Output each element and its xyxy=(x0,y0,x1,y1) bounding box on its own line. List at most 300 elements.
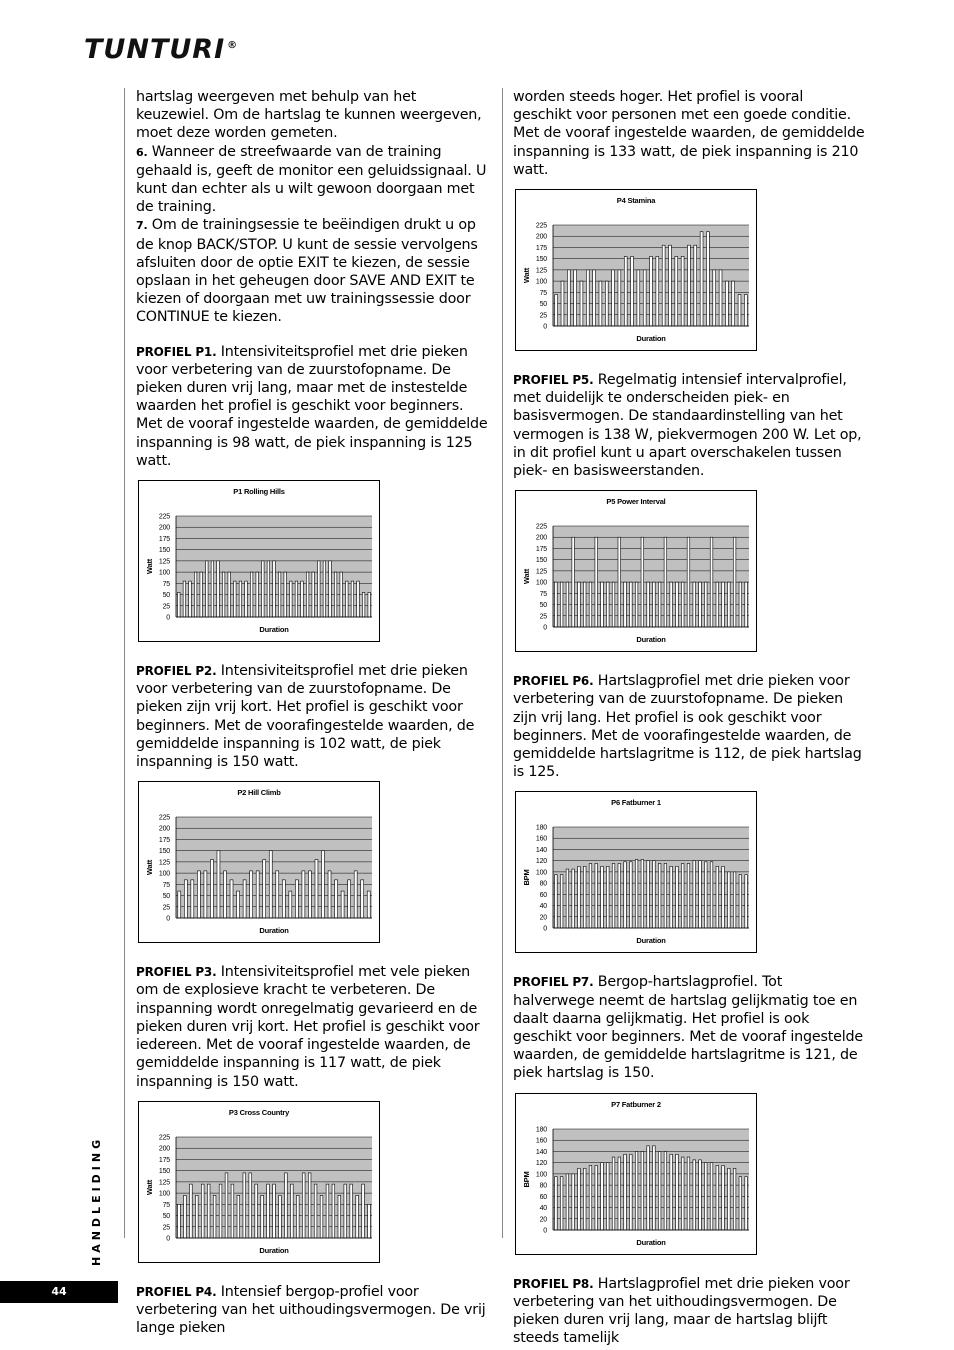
bar xyxy=(340,572,343,617)
bar xyxy=(699,582,702,627)
bar xyxy=(572,537,575,627)
bar xyxy=(323,561,326,617)
y-tick-label: 175 xyxy=(535,244,547,252)
step-7-number: 7. xyxy=(136,219,148,233)
bar xyxy=(206,561,209,617)
bar xyxy=(578,582,581,627)
bar xyxy=(361,880,364,918)
bar xyxy=(362,592,365,617)
y-tick-label: 150 xyxy=(158,547,170,555)
bar xyxy=(348,880,351,918)
bar xyxy=(217,561,220,617)
column-divider xyxy=(502,88,503,1238)
bar xyxy=(586,270,589,326)
y-tick-label: 20 xyxy=(539,914,547,922)
y-tick-label: 75 xyxy=(539,289,547,297)
y-tick-label: 175 xyxy=(158,837,170,845)
bar xyxy=(580,281,583,326)
chart-p7-box xyxy=(515,1093,865,1255)
bar xyxy=(354,871,357,918)
bar xyxy=(713,270,716,326)
y-tick-label: 80 xyxy=(539,881,547,889)
plot-area xyxy=(553,526,749,627)
bar xyxy=(555,295,558,326)
bar xyxy=(189,581,192,617)
chart-p6 xyxy=(515,791,757,953)
chart-p4-box xyxy=(515,189,865,351)
bar xyxy=(589,582,592,627)
profile-p3-text xyxy=(136,963,488,1090)
bar xyxy=(219,1184,222,1238)
profile-p4-body: Intensief bergop-profiel voor verbetering van het uithoudingsvermogen. De vrij lange pieken xyxy=(136,1283,486,1337)
bar xyxy=(357,581,360,617)
intro-paragraph: hartslag weergeven met behulp van het keuzewiel. Om de hartslag te kunnen weergeven, moet deze worden gemeten. xyxy=(136,89,482,142)
bar xyxy=(612,864,615,929)
profile-p3-body: Intensiviteitsprofiel met vele pieken om de explosieve kracht te verbeteren. De inspanning wordt onregelmatig gevarieerd en de pieken duren vrij kort. Het profiel is geschikt voor iedereen. Met de vooraf ingestelde waarden, de gemiddelde inspanning is 117 watt, de piek inspanning is 150 watt. xyxy=(136,964,480,1090)
bar xyxy=(312,572,315,617)
bar xyxy=(269,851,272,918)
y-tick-label: 100 xyxy=(535,869,547,877)
bar xyxy=(605,281,608,326)
bar xyxy=(658,582,661,627)
bar xyxy=(285,1173,288,1238)
y-tick-label: 100 xyxy=(535,278,547,286)
chart-p3 xyxy=(138,1101,380,1263)
y-axis-label: BPM xyxy=(522,1171,531,1188)
bar xyxy=(624,582,627,627)
bar xyxy=(320,1195,323,1238)
bar xyxy=(641,537,644,627)
y-tick-label: 25 xyxy=(162,1223,170,1231)
y-tick-label: 50 xyxy=(162,893,170,901)
bar xyxy=(595,864,598,929)
bar xyxy=(237,1195,240,1238)
bar xyxy=(631,256,634,326)
bar xyxy=(328,871,331,918)
bar xyxy=(681,582,684,627)
bar xyxy=(601,867,604,929)
chart-p5-box xyxy=(515,490,865,652)
step-6-number: 6. xyxy=(136,145,148,159)
y-tick-label: 120 xyxy=(535,1159,547,1167)
bar xyxy=(716,582,719,627)
bar xyxy=(624,862,627,928)
bar xyxy=(699,861,702,928)
bar xyxy=(653,582,656,627)
profile-p3-label: PROFIEL P3. xyxy=(136,965,217,980)
bar xyxy=(635,1151,638,1230)
bar xyxy=(301,581,304,617)
bar xyxy=(230,880,233,918)
y-tick-label: 225 xyxy=(535,523,547,531)
profile-p5-body: Regelmatig intensief intervalprofiel, met duidelijk te onderscheiden piek- en basisvermogen. De standaardinstelling van het vermogen is 138 W, piekvermogen 200 W. Let op, in dit profiel kunt u apart overschakelen tussen piek- en basisweerstanden. xyxy=(513,372,862,480)
bar xyxy=(256,871,259,918)
bar xyxy=(624,1154,627,1230)
bar xyxy=(245,581,248,617)
chart-title: P1 Rolling Hills xyxy=(233,487,285,497)
profile-p1-body: Intensiviteitsprofiel met drie pieken voor verbetering van de zuurstofopname. De pieken duren vrij lang, maar met de instestelde waarden het profiel is geschikt voor beginners. Met de vooraf ingestelde waarden, de gemiddelde inspanning is 98 watt, de piek inspanning is 125 watt. xyxy=(136,343,488,469)
y-tick-label: 125 xyxy=(158,859,170,867)
profile-p4-label: PROFIEL P4. xyxy=(136,1284,217,1299)
bar xyxy=(650,256,653,326)
bar xyxy=(700,232,703,326)
plot-area xyxy=(553,1129,749,1230)
bar xyxy=(278,572,281,617)
y-tick-label: 0 xyxy=(166,614,170,622)
bar xyxy=(302,1173,305,1238)
bar xyxy=(606,867,609,929)
bar xyxy=(243,880,246,918)
bar xyxy=(197,871,200,918)
bar xyxy=(694,245,697,326)
profile-p7-label: PROFIEL P7. xyxy=(513,975,594,990)
bar xyxy=(589,1165,592,1230)
bar xyxy=(745,875,748,928)
y-axis-label: Watt xyxy=(145,558,154,575)
chart-title: P5 Power Interval xyxy=(606,497,666,507)
bar xyxy=(183,581,186,617)
y-tick-label: 100 xyxy=(535,1171,547,1179)
bar xyxy=(184,880,187,918)
bar xyxy=(681,1157,684,1230)
bar xyxy=(630,862,633,928)
bar xyxy=(315,860,318,918)
y-tick-label: 40 xyxy=(539,903,547,911)
chart-title: P3 Cross Country xyxy=(228,1107,290,1117)
bar xyxy=(656,256,659,326)
plot-area xyxy=(553,827,749,928)
profile-p8-body: Hartslagprofiel met drie pieken voor verbetering van het uithoudingsvermogen. De pieken duren vrij lang, maar de hartslag blijft steeds tamelijk xyxy=(513,1275,850,1347)
y-tick-label: 100 xyxy=(535,579,547,587)
profile-p6-text xyxy=(513,672,865,781)
bar xyxy=(334,572,337,617)
bar xyxy=(719,270,722,326)
y-tick-label: 25 xyxy=(539,312,547,320)
bar xyxy=(710,537,713,627)
y-tick-label: 175 xyxy=(535,546,547,554)
bar xyxy=(578,1168,581,1230)
bar xyxy=(593,270,596,326)
bar xyxy=(279,1195,282,1238)
y-tick-label: 140 xyxy=(535,847,547,855)
y-tick-label: 25 xyxy=(162,603,170,611)
y-tick-label: 175 xyxy=(158,536,170,544)
bar xyxy=(688,245,691,326)
x-axis-label: Duration xyxy=(259,1245,289,1255)
bar xyxy=(662,245,665,326)
y-tick-label: 75 xyxy=(162,580,170,588)
chart-p5 xyxy=(515,490,757,652)
chart-title: P6 Fatburner 1 xyxy=(611,798,661,808)
bar xyxy=(630,582,633,627)
bar xyxy=(273,561,276,617)
y-tick-label: 100 xyxy=(158,1190,170,1198)
profile-p6-body: Hartslagprofiel met drie pieken voor verbetering van de zuurstofopname. De pieken zijn vrij lang. Het profiel is ook geschikt voor beginners. Met de voorafingestelde waarden, de gemiddelde hartslagritme is 112, de piek hartslag is 125. xyxy=(513,673,862,781)
y-tick-label: 150 xyxy=(535,557,547,565)
y-tick-label: 40 xyxy=(539,1204,547,1212)
left-margin-rule xyxy=(124,88,125,1238)
y-tick-label: 50 xyxy=(539,602,547,610)
bar xyxy=(722,582,725,627)
bar xyxy=(282,880,285,918)
registered-mark: ® xyxy=(227,40,239,51)
profile-p8-label: PROFIEL P8. xyxy=(513,1276,594,1291)
bar xyxy=(676,582,679,627)
bar xyxy=(733,872,736,928)
bar xyxy=(725,281,728,326)
bar xyxy=(744,295,747,326)
bar xyxy=(618,864,621,929)
bar xyxy=(606,582,609,627)
bar xyxy=(687,864,690,929)
tunturi-logo xyxy=(84,34,238,65)
bar xyxy=(566,1174,569,1230)
bar xyxy=(693,582,696,627)
chart-title: P4 Stamina xyxy=(616,196,656,206)
bar xyxy=(204,871,207,918)
bar xyxy=(704,1162,707,1229)
chart-title: P7 Fatburner 2 xyxy=(611,1099,661,1109)
bar xyxy=(200,572,203,617)
bar xyxy=(676,867,679,929)
bar xyxy=(739,875,742,928)
bar xyxy=(722,867,725,929)
y-tick-label: 0 xyxy=(543,624,547,632)
bar xyxy=(670,867,673,929)
y-tick-label: 180 xyxy=(535,824,547,832)
profile-p1-label: PROFIEL P1. xyxy=(136,344,217,359)
bar xyxy=(728,872,731,928)
bar xyxy=(261,1195,264,1238)
y-tick-label: 150 xyxy=(535,256,547,264)
bar xyxy=(367,891,370,918)
bar xyxy=(308,871,311,918)
bar xyxy=(273,1184,276,1238)
bar xyxy=(566,582,569,627)
bar xyxy=(276,871,279,918)
bar xyxy=(195,1195,198,1238)
left-column xyxy=(136,88,488,1337)
page-number: 44 xyxy=(0,1281,118,1303)
y-tick-label: 60 xyxy=(539,1193,547,1201)
y-tick-label: 80 xyxy=(539,1182,547,1190)
y-tick-label: 125 xyxy=(535,267,547,275)
profile-p5-text xyxy=(513,371,865,480)
bar xyxy=(332,1184,335,1238)
bar xyxy=(599,281,602,326)
bar xyxy=(224,871,227,918)
bar xyxy=(194,572,197,617)
step-7-text: Om de trainingsessie te beëindigen drukt u op de knop BACK/STOP. U kunt de sessie vervolgens afsluiten door de optie EXIT te kiezen, de sessie opslaan in het geheugen door SAVE AND EXIT te kiezen of doorgaan met uw trainingssessie door CONTINUE te kiezen. xyxy=(136,217,478,326)
bar xyxy=(560,582,563,627)
bar xyxy=(295,880,298,918)
bar xyxy=(618,1157,621,1230)
bar xyxy=(555,582,558,627)
y-tick-label: 225 xyxy=(158,1134,170,1142)
bar xyxy=(184,1195,187,1238)
bar xyxy=(583,582,586,627)
bar xyxy=(572,870,575,929)
bar xyxy=(583,1168,586,1230)
chart-p1-box xyxy=(138,480,488,642)
profile-p1-text xyxy=(136,343,488,470)
bar xyxy=(739,582,742,627)
bar xyxy=(178,592,181,617)
bar xyxy=(306,572,309,617)
bar xyxy=(222,572,225,617)
bar xyxy=(745,1176,748,1229)
bar xyxy=(574,270,577,326)
bar xyxy=(267,1184,270,1238)
y-tick-label: 160 xyxy=(535,836,547,844)
bar xyxy=(210,860,213,918)
bar xyxy=(234,581,237,617)
bar xyxy=(322,851,325,918)
bar xyxy=(178,891,181,918)
y-tick-label: 225 xyxy=(535,222,547,230)
y-tick-label: 125 xyxy=(535,568,547,576)
bar xyxy=(344,1184,347,1238)
y-tick-label: 200 xyxy=(158,1145,170,1153)
profile-p6-label: PROFIEL P6. xyxy=(513,674,594,689)
bar xyxy=(637,270,640,326)
profile-p8-text xyxy=(513,1275,865,1348)
bar xyxy=(578,867,581,929)
bar xyxy=(350,1184,353,1238)
bar xyxy=(228,572,231,617)
y-tick-label: 75 xyxy=(162,1201,170,1209)
bar xyxy=(256,572,259,617)
bar xyxy=(722,1165,725,1230)
y-tick-label: 25 xyxy=(162,904,170,912)
bar xyxy=(664,1151,667,1230)
bar xyxy=(308,1173,311,1238)
bar xyxy=(583,867,586,929)
bar xyxy=(612,1157,615,1230)
x-axis-label: Duration xyxy=(636,635,666,645)
y-axis-label: Watt xyxy=(522,569,531,585)
right-column xyxy=(513,88,865,1347)
y-tick-label: 175 xyxy=(158,1156,170,1164)
bar xyxy=(732,281,735,326)
handleiding-label: HANDLEIDING xyxy=(90,1135,103,1266)
step-6-text: Wanneer de streefwaarde van de training gehaald is, geeft de monitor een geluidssignaal. U kunt dan echter als u wilt gewoon doorgaan met de training. xyxy=(136,143,487,216)
y-tick-label: 60 xyxy=(539,892,547,900)
bar xyxy=(201,1184,204,1238)
bar xyxy=(351,581,354,617)
bar xyxy=(263,860,266,918)
bar xyxy=(302,871,305,918)
chart-p7 xyxy=(515,1093,757,1255)
y-tick-label: 0 xyxy=(543,1227,547,1235)
profile-p2-label: PROFIEL P2. xyxy=(136,664,217,679)
bar xyxy=(335,880,338,918)
y-tick-label: 180 xyxy=(535,1126,547,1134)
bar xyxy=(647,1146,650,1230)
bar xyxy=(237,891,240,918)
y-tick-label: 0 xyxy=(543,323,547,331)
bar xyxy=(560,875,563,928)
y-tick-label: 200 xyxy=(158,524,170,532)
bar xyxy=(601,582,604,627)
y-tick-label: 20 xyxy=(539,1215,547,1223)
x-axis-label: Duration xyxy=(636,936,666,946)
bar xyxy=(676,1154,679,1230)
chart-p2 xyxy=(138,781,380,943)
bar xyxy=(250,572,253,617)
chart-p4 xyxy=(515,189,757,351)
bar xyxy=(341,891,344,918)
bar xyxy=(681,864,684,929)
bar xyxy=(290,1184,293,1238)
bar xyxy=(618,537,621,627)
bar xyxy=(641,1151,644,1230)
logo-text: TUNTURI xyxy=(84,34,226,65)
bar xyxy=(687,1157,690,1230)
bar xyxy=(566,870,569,929)
bar xyxy=(314,1184,317,1238)
bar xyxy=(589,864,592,929)
bar xyxy=(368,1204,371,1238)
step-6 xyxy=(136,143,488,217)
bar xyxy=(710,1162,713,1229)
bar xyxy=(213,1195,216,1238)
bar xyxy=(739,1176,742,1229)
bar xyxy=(250,871,253,918)
bar xyxy=(178,1204,181,1238)
y-tick-label: 200 xyxy=(158,826,170,834)
bar xyxy=(262,561,265,617)
bar xyxy=(653,861,656,928)
y-axis-label: BPM xyxy=(522,869,531,886)
y-tick-label: 150 xyxy=(158,848,170,856)
bar xyxy=(716,1165,719,1230)
profile-p4-continued: worden steeds hoger. Het profiel is vooral geschikt voor personen met een goede conditie. Met de vooraf ingestelde waarden, de gemiddelde inspanning is 133 watt, de piek inspanning is 210 watt. xyxy=(513,89,865,178)
bar xyxy=(728,1168,731,1230)
chart-p2-box xyxy=(138,781,488,943)
bar xyxy=(289,891,292,918)
y-tick-label: 50 xyxy=(539,301,547,309)
y-tick-label: 225 xyxy=(158,513,170,521)
bar xyxy=(267,561,270,617)
bar xyxy=(362,1184,365,1238)
bar xyxy=(211,561,214,617)
x-axis-label: Duration xyxy=(259,625,289,635)
bar xyxy=(231,1184,234,1238)
profile-p5-label: PROFIEL P5. xyxy=(513,373,594,388)
y-tick-label: 0 xyxy=(166,1235,170,1243)
bar xyxy=(733,537,736,627)
y-tick-label: 100 xyxy=(158,569,170,577)
bar xyxy=(601,1162,604,1229)
bar xyxy=(693,1160,696,1230)
y-tick-label: 100 xyxy=(158,870,170,878)
bar xyxy=(716,867,719,929)
bar xyxy=(641,860,644,928)
bar xyxy=(243,1173,246,1238)
y-tick-label: 75 xyxy=(539,591,547,599)
bar xyxy=(681,256,684,326)
bar xyxy=(239,581,242,617)
y-tick-label: 150 xyxy=(158,1167,170,1175)
chart-p1 xyxy=(138,480,380,642)
y-tick-label: 125 xyxy=(158,1179,170,1187)
y-tick-label: 120 xyxy=(535,858,547,866)
y-tick-label: 125 xyxy=(158,558,170,566)
bar xyxy=(618,270,621,326)
bar xyxy=(635,860,638,928)
bar xyxy=(368,592,371,617)
